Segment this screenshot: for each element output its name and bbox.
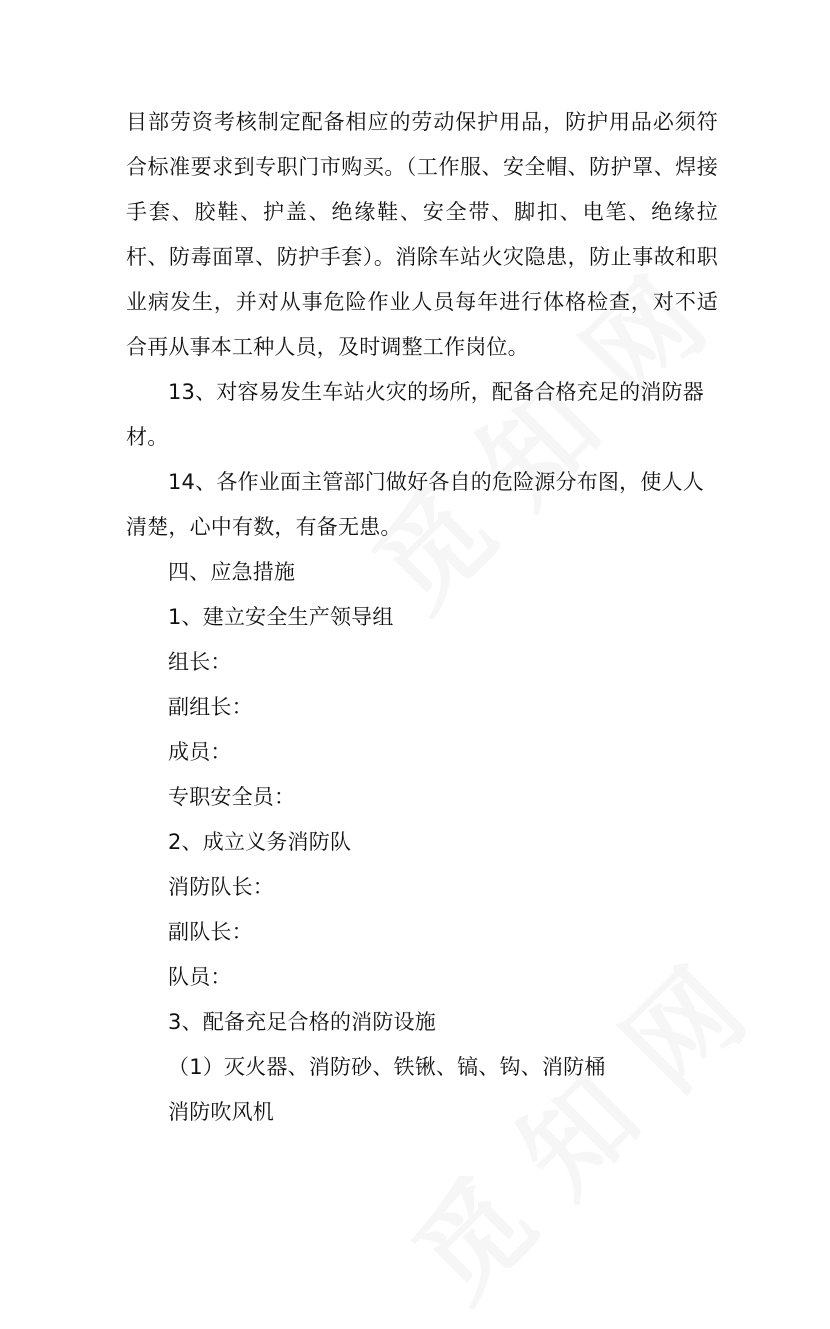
paragraph-protective-equipment: 目部劳资考核制定配备相应的劳动保护用品，防护用品必须符合标准要求到专职门市购买。（工作服、安全帽、防护罩、焊接手套、胶鞋、护盖、绝缘鞋、安全带、脚扣、电笔、绝缘拉杆、防毒面罩、防护手套）。消除车站火灾隐患，防止事故和职业病发生，并对从事危险作业人员每年进行体格检查，对不适合再从事本工种人员，及时调整工作岗位。: [126, 110, 718, 359]
paragraph-item-14: 14、各作业面主管部门做好各自的危险源分布图，使人人清楚，心中有数，有备无患。: [126, 470, 704, 539]
field-deputy-captain: 副队长：: [168, 920, 253, 944]
field-group-leader: 组长：: [168, 650, 232, 674]
subsection-fire-facilities: 3、配备充足合格的消防设施: [168, 1010, 436, 1034]
subsection-fire-brigade: 2、成立义务消防队: [168, 830, 352, 854]
list-item-extinguishers: （1）灭火器、消防砂、铁锹、镐、钩、消防桶: [168, 1055, 606, 1079]
subsection-leadership-group: 1、建立安全生产领导组: [168, 605, 394, 629]
list-item-blower: 消防吹风机: [168, 1100, 274, 1124]
section-heading-emergency-measures: 四、应急措施: [168, 560, 296, 584]
field-brigade-captain: 消防队长：: [168, 875, 274, 899]
document-body: [126, 100, 718, 1135]
field-safety-officer: 专职安全员：: [168, 785, 296, 809]
field-brigade-members: 队员：: [168, 965, 232, 989]
paragraph-item-13: 13、对容易发生车站火灾的场所，配备合格充足的消防器材。: [126, 380, 704, 449]
field-members: 成员：: [168, 740, 232, 764]
field-deputy-group-leader: 副组长：: [168, 695, 253, 719]
